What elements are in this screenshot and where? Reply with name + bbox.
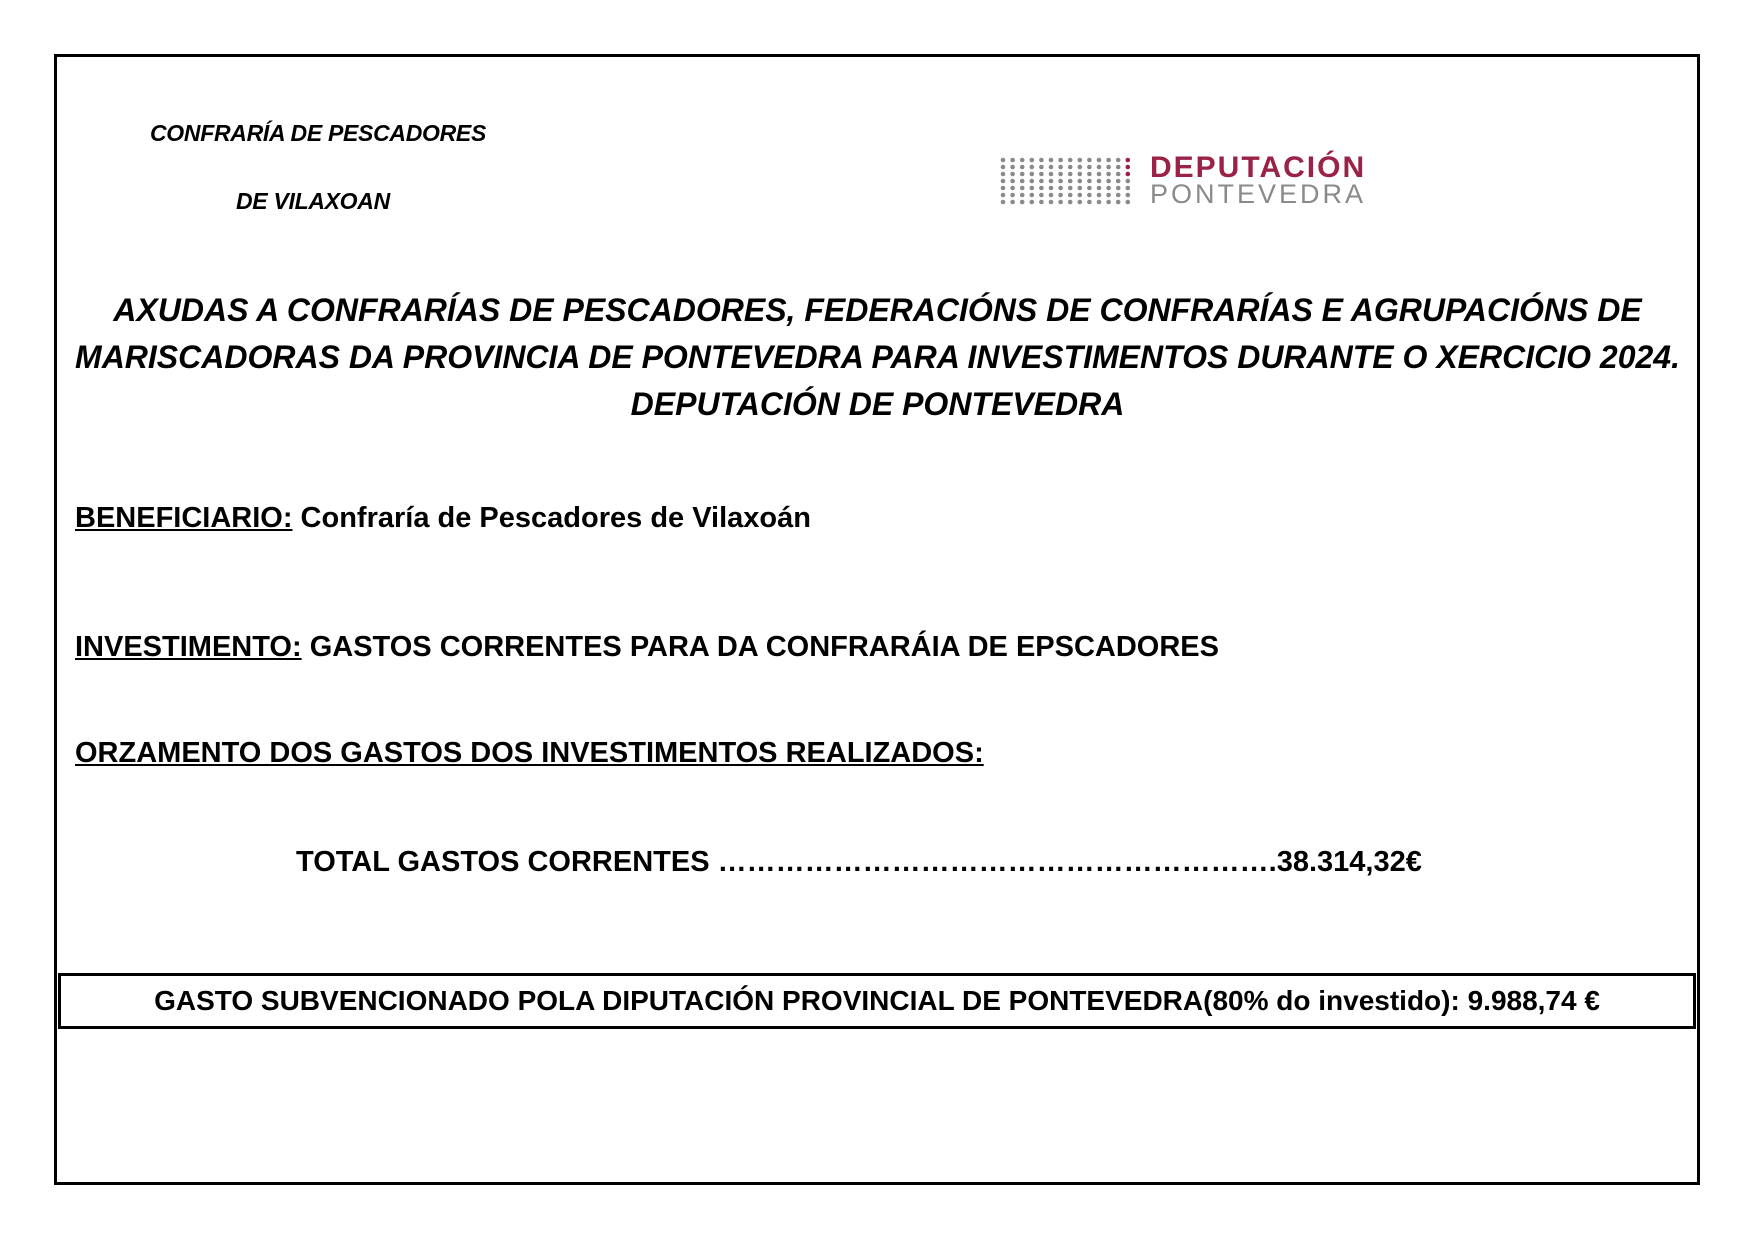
investment-field [75, 631, 1219, 664]
subsidy-summary-text: GASTO SUBVENCIONADO POLA DIPUTACIÓN PROVINCIAL DE PONTEVEDRA(80% do investido): 9.988,74 € [154, 985, 1600, 1016]
beneficiary-field [75, 502, 811, 535]
logo-dot [1116, 165, 1121, 170]
logo-dot [1106, 172, 1111, 177]
beneficiary-label: BENEFICIARIO: [75, 502, 293, 534]
logo-dot [1058, 200, 1063, 205]
logo-dot [1020, 172, 1025, 177]
logo-dot [1010, 158, 1015, 163]
logo-dot [1068, 193, 1073, 198]
logo-dot [1068, 179, 1073, 184]
deputacion-pontevedra-logo [1000, 151, 1420, 209]
logo-dot [1116, 179, 1121, 184]
logo-dot [1049, 165, 1054, 170]
budget-label: ORZAMENTO DOS GASTOS DOS INVESTIMENTOS REALIZADOS: [75, 737, 984, 769]
logo-dot [1001, 172, 1006, 177]
logo-dot [1116, 186, 1121, 191]
logo-dot [1058, 179, 1063, 184]
logo-dot [1068, 158, 1073, 163]
logo-dot [1001, 165, 1006, 170]
logo-dot [1030, 165, 1035, 170]
logo-dot [1030, 186, 1035, 191]
logo-dot [1049, 186, 1054, 191]
logo-dot [1087, 179, 1092, 184]
logo-dot [1087, 165, 1092, 170]
logo-dot [1097, 200, 1102, 205]
logo-dot [1030, 200, 1035, 205]
logo-dot [1001, 186, 1006, 191]
logo-dot [1097, 158, 1102, 163]
logo-dot [1010, 193, 1015, 198]
logo-dot [1116, 158, 1121, 163]
budget-heading [75, 737, 984, 770]
logo-dot [1078, 165, 1083, 170]
logo-dot [1078, 172, 1083, 177]
logo-dot [1106, 200, 1111, 205]
logo-dot [1058, 165, 1063, 170]
logo-dot [1126, 158, 1131, 163]
logo-dot [1001, 179, 1006, 184]
subsidy-summary-box [58, 973, 1696, 1029]
logo-dot [1126, 193, 1131, 198]
logo-text-deputacion: DEPUTACIÓN [1150, 151, 1367, 184]
logo-dot [1087, 172, 1092, 177]
logo-dot [1020, 186, 1025, 191]
logo-dot [1068, 172, 1073, 177]
logo-dot [1020, 193, 1025, 198]
logo-dot [1126, 165, 1131, 170]
logo-dot [1039, 179, 1044, 184]
logo-dot [1126, 200, 1131, 205]
logo-text-pontevedra: PONTEVEDRA [1150, 179, 1367, 209]
investment-value: GASTOS CORRENTES PARA DA CONFRARÁIA DE EPSCADORES [301, 631, 1219, 663]
logo-dot [1010, 172, 1015, 177]
logo-dot [1078, 179, 1083, 184]
logo-dot [1049, 200, 1054, 205]
logo-dot [1049, 193, 1054, 198]
logo-dot [1078, 200, 1083, 205]
logo-dot [1116, 193, 1121, 198]
organization-name-line-1: CONFRARÍA DE PESCADORES [150, 120, 487, 146]
logo-dot [1087, 193, 1092, 198]
logo-dot [1039, 165, 1044, 170]
logo-dot [1078, 186, 1083, 191]
logo-dot [1001, 158, 1006, 163]
dotted-columns-logo-icon [1000, 156, 1140, 208]
logo-dot [1106, 179, 1111, 184]
logo-dot [1049, 158, 1054, 163]
organization-name-line-2: DE VILAXOAN [236, 188, 390, 214]
logo-dot [1030, 158, 1035, 163]
logo-dot [1106, 193, 1111, 198]
logo-dot [1116, 172, 1121, 177]
logo-dot [1058, 158, 1063, 163]
logo-dot [1030, 179, 1035, 184]
logo-dot [1097, 193, 1102, 198]
logo-dot [1078, 193, 1083, 198]
logo-dot [1068, 200, 1073, 205]
logo-dot [1039, 200, 1044, 205]
main-title-line-3: DEPUTACIÓN DE PONTEVEDRA [630, 386, 1125, 422]
logo-dot [1020, 165, 1025, 170]
logo-dot [1078, 158, 1083, 163]
logo-dot [1068, 165, 1073, 170]
logo-dot [1058, 172, 1063, 177]
logo-dot [1126, 186, 1131, 191]
logo-dot [1039, 158, 1044, 163]
logo-dot [1097, 179, 1102, 184]
logo-dot [1126, 179, 1131, 184]
total-expenses-amount: 38.314,32€ [1276, 846, 1422, 878]
logo-dot [1010, 165, 1015, 170]
logo-dot [1010, 186, 1015, 191]
logo-dot [1030, 193, 1035, 198]
main-title-line-2: MARISCADORAS DA PROVINCIA DE PONTEVEDRA PARA INVESTIMENTOS DURANTE O XERCICIO 2024. [75, 339, 1680, 375]
logo-dot [1001, 193, 1006, 198]
logo-dot [1020, 158, 1025, 163]
logo-dot [1106, 186, 1111, 191]
total-expenses-label: TOTAL GASTOS CORRENTES [296, 846, 718, 878]
logo-dot [1039, 186, 1044, 191]
main-title [70, 287, 1685, 428]
logo-dot [1010, 179, 1015, 184]
logo-dot [1116, 200, 1121, 205]
logo-dot [1087, 158, 1092, 163]
logo-dot [1039, 193, 1044, 198]
logo-dot [1049, 172, 1054, 177]
investment-label: INVESTIMENTO: [75, 631, 302, 663]
logo-dot [1010, 200, 1015, 205]
logo-dot [1087, 200, 1092, 205]
total-expenses-leader: …………………………………………………. [717, 846, 1277, 878]
logo-dot [1049, 179, 1054, 184]
logo-dot [1097, 186, 1102, 191]
logo-dot [1058, 193, 1063, 198]
logo-dot [1097, 172, 1102, 177]
beneficiary-value: Confraría de Pescadores de Vilaxoán [292, 502, 811, 534]
logo-dot [1126, 172, 1131, 177]
logo-dot [1106, 165, 1111, 170]
logo-dot [1039, 172, 1044, 177]
logo-dot [1068, 186, 1073, 191]
total-expenses-line [296, 846, 1422, 879]
logo-dot [1020, 200, 1025, 205]
logo-dot [1106, 158, 1111, 163]
logo-dot [1030, 172, 1035, 177]
logo-dot [1097, 165, 1102, 170]
logo-dot [1058, 186, 1063, 191]
logo-dot [1001, 200, 1006, 205]
main-title-line-1: AXUDAS A CONFRARÍAS DE PESCADORES, FEDERACIÓNS DE CONFRARÍAS E AGRUPACIÓNS DE [113, 292, 1642, 328]
logo-dot [1020, 179, 1025, 184]
logo-dot [1087, 186, 1092, 191]
